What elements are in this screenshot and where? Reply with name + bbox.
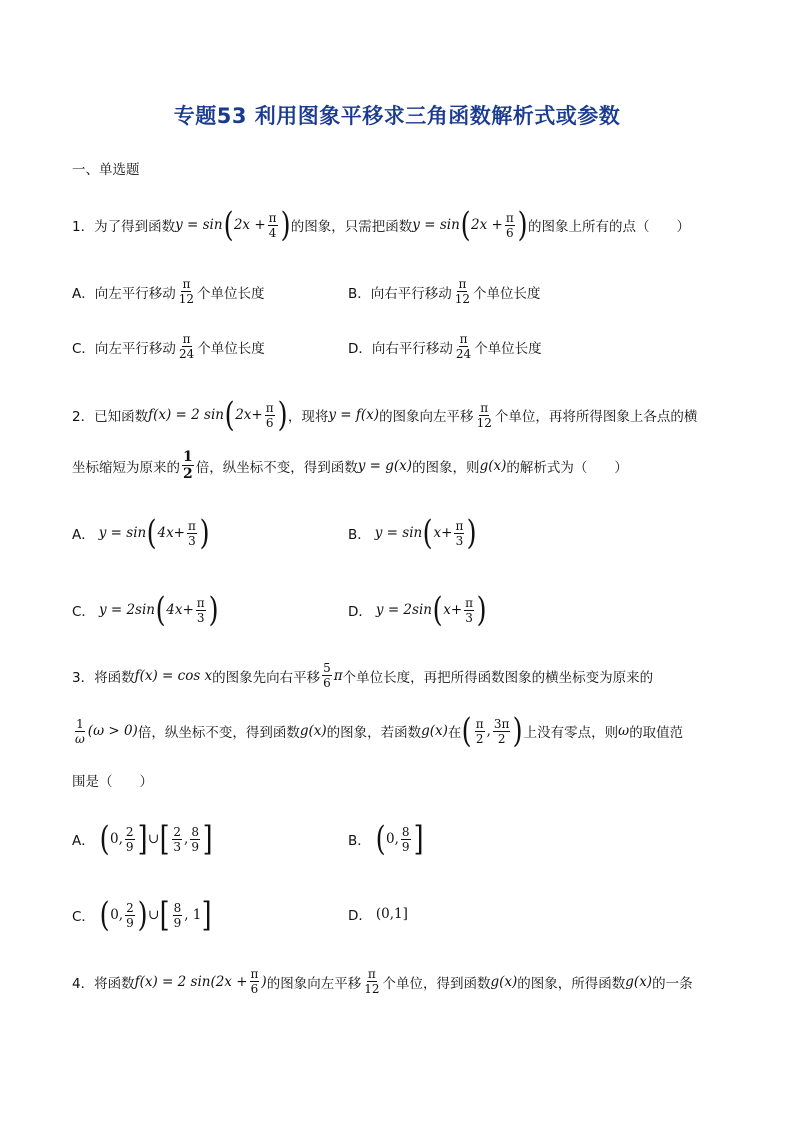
q3-option-c[interactable]: C． ( 0, $\frac{2}{9}$ ) ∪ [ $\frac{8}{9}$ , 1 ] bbox=[72, 895, 212, 935]
question-3-stem-line-1: 3． 将函数 f(x) = cos x 的图象先向右平移 $\frac{5}{6}$ π 个单位长度，再把所得函数图象的横坐标变为原来的 bbox=[72, 661, 654, 690]
q3-option-b[interactable]: B． ( 0, $\frac{8}{9}$ ] bbox=[348, 819, 424, 859]
section-heading: 一、单选题 bbox=[72, 162, 140, 178]
question-2-stem-line-1: 2． 已知函数 f(x) = 2 sin ( 2x+ $\frac{\pi}{6}$ ) ，现将 y = f(x) 的图象向左平移 $\frac{\pi}{12}$ 个单位，再将所得图象上各点的横 bbox=[72, 395, 698, 435]
q3-option-a[interactable]: A． ( 0, $\frac{2}{9}$ ] ∪ [ $\frac{2}{3}$ , $\frac{8}{9}$ ] bbox=[72, 819, 213, 859]
q1-option-d[interactable]: D．向右平行移动 $\frac{\pi}{24}$ 个单位长度 bbox=[348, 332, 542, 361]
question-2-stem-line-2: 坐标缩短为原来的 $\frac{1}{2}$ 倍，纵坐标不变，得到函数 y = g(x) 的图象，则 g(x) 的解析式为（ ） bbox=[72, 449, 628, 482]
fraction: $\frac{\pi}{6}$ bbox=[505, 210, 514, 240]
q1-option-c[interactable]: C．向左平行移动 $\frac{\pi}{24}$ 个单位长度 bbox=[72, 332, 265, 361]
q3-option-d[interactable]: D． (0,1] bbox=[348, 906, 408, 924]
q2-option-d[interactable]: D． y = 2sin ( x+ $\frac{\pi}{3}$ ) bbox=[348, 590, 487, 630]
q3-number: 3． bbox=[72, 669, 95, 686]
question-1-stem: 1． 为了得到函数 y = sin ( 2x + $\frac{\pi}{4}$ ) 的图象，只需把函数 y = sin ( 2x + $\frac{\pi}{6}$ ) 的图象上所有的点（ ） bbox=[72, 205, 690, 245]
q2-number: 2． bbox=[72, 409, 95, 425]
q2-option-b[interactable]: B． y = sin ( x+ $\frac{\pi}{3}$ ) bbox=[348, 513, 477, 553]
q1-option-a[interactable]: A．向左平行移动 $\frac{\pi}{12}$ 个单位长度 bbox=[72, 277, 265, 306]
question-3-stem-line-2: $\frac{1}{\omega}$ (ω > 0) 倍，纵坐标不变，得到函数 g(x) 的图象，若函数 g(x) 在 ( $\frac{\pi}{2}$ , $\frac{3\pi}{2}$ ) 上没有零点，则 ω 的取值范 bbox=[75, 711, 684, 751]
q1-option-b[interactable]: B．向右平行移动 $\frac{\pi}{12}$ 个单位长度 bbox=[348, 277, 541, 306]
question-4-stem-line-1: 4． 将函数 f(x) = 2 sin(2x + $\frac{\pi}{6}$ ) 的图象向左平移 $\frac{\pi}{12}$ 个单位，得到函数 g(x) 的图象，所得函数 g(x) 的一条 bbox=[72, 967, 693, 996]
question-3-stem-line-3: 围是（ ） bbox=[72, 774, 153, 790]
q1-number: 1． bbox=[72, 219, 95, 235]
page-title: 专题53 利用图象平移求三角函数解析式或参数 bbox=[173, 104, 621, 128]
q4-number: 4． bbox=[72, 975, 95, 992]
q2-option-c[interactable]: C． y = 2sin ( 4x+ $\frac{\pi}{3}$ ) bbox=[72, 590, 219, 630]
fraction: $\frac{\pi}{4}$ bbox=[268, 210, 277, 240]
q2-option-a[interactable]: A． y = sin ( 4x+ $\frac{\pi}{3}$ ) bbox=[72, 513, 210, 553]
